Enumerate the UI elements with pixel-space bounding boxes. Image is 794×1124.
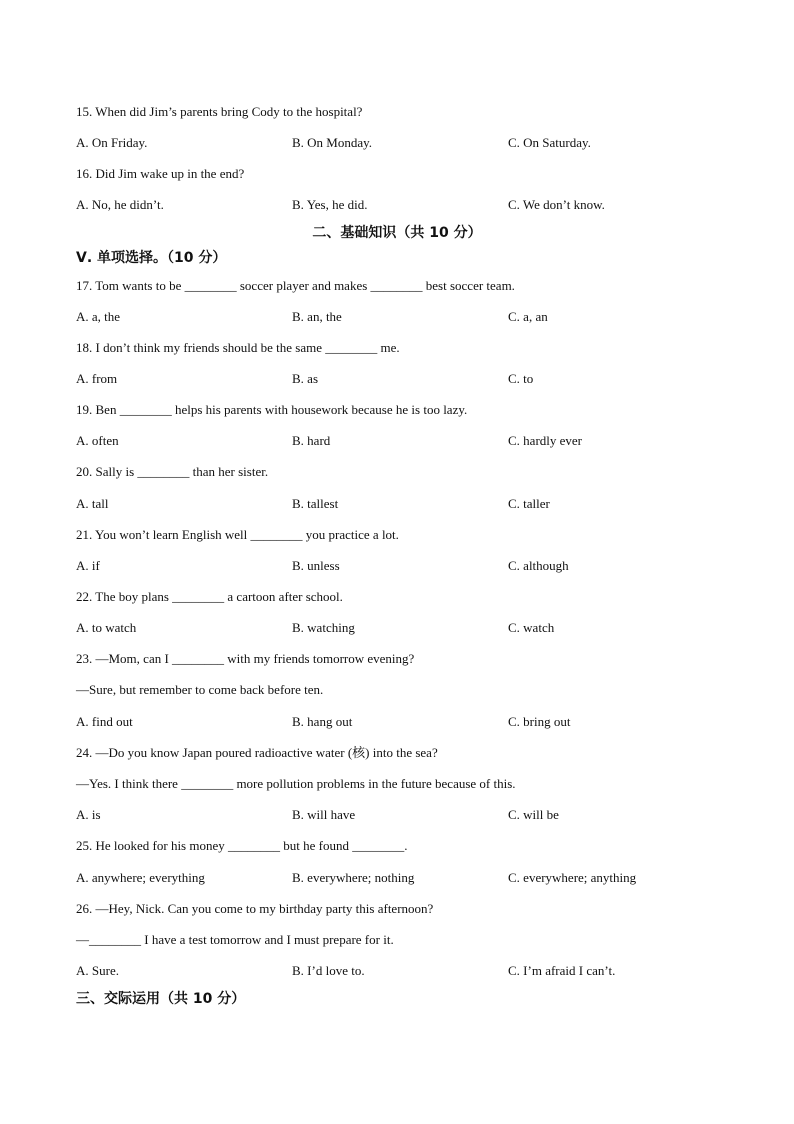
- question-21-option-c: C. although: [508, 558, 569, 573]
- question-25-option-a: A. anywhere; everything: [76, 870, 205, 885]
- question-19-option-b: B. hard: [292, 433, 331, 448]
- question-24-option-c: C. will be: [508, 807, 559, 822]
- question-23-option-c: C. bring out: [508, 714, 571, 729]
- question-25-option-c: C. everywhere; anything: [508, 870, 637, 885]
- section-5-heading: Ⅴ. 单项选择。（10 分）: [76, 250, 227, 266]
- part-3-heading: 三、交际运用（共 10 分）: [76, 991, 246, 1007]
- question-18-stem: 18. I don’t think my friends should be the same ________ me.: [76, 340, 400, 355]
- question-18-option-c: C. to: [508, 371, 534, 386]
- question-20-option-a: A. tall: [76, 496, 109, 511]
- question-23-option-b: B. hang out: [292, 714, 353, 729]
- question-19-stem: 19. Ben ________ helps his parents with housework because he is too lazy.: [76, 402, 468, 417]
- question-20-option-c: C. taller: [508, 496, 550, 511]
- question-21-option-b: B. unless: [292, 558, 340, 573]
- question-24-reply: —Yes. I think there ________ more pollution problems in the future because of this.: [76, 776, 516, 791]
- question-20-stem: 20. Sally is ________ than her sister.: [76, 464, 269, 479]
- question-24-stem: 24. —Do you know Japan poured radioactive water (核) into the sea?: [76, 745, 438, 760]
- question-26-reply: —________ I have a test tomorrow and I must prepare for it.: [76, 932, 394, 947]
- question-23-reply: —Sure, but remember to come back before ten.: [76, 682, 324, 697]
- question-17-option-a: A. a, the: [76, 309, 121, 324]
- question-25-option-b: B. everywhere; nothing: [292, 870, 415, 885]
- question-20-option-b: B. tallest: [292, 496, 339, 511]
- question-22-option-b: B. watching: [292, 620, 355, 635]
- question-26-stem: 26. —Hey, Nick. Can you come to my birthday party this afternoon?: [76, 901, 434, 916]
- question-26-option-b: B. I’d love to.: [292, 963, 365, 978]
- question-21-stem: 21. You won’t learn English well ________ you practice a lot.: [76, 527, 399, 542]
- question-18-option-a: A. from: [76, 371, 118, 386]
- question-15-stem: 15. When did Jim’s parents bring Cody to the hospital?: [76, 104, 363, 119]
- question-17-stem: 17. Tom wants to be ________ soccer player and makes ________ best soccer team.: [76, 278, 515, 293]
- question-26-option-a: A. Sure.: [76, 963, 119, 978]
- question-24-option-b: B. will have: [292, 807, 356, 822]
- question-15-option-b: B. On Monday.: [292, 135, 373, 150]
- question-22-option-c: C. watch: [508, 620, 555, 635]
- question-23-stem: 23. —Mom, can I ________ with my friends tomorrow evening?: [76, 651, 415, 666]
- question-18-option-b: B. as: [292, 371, 318, 386]
- question-21-option-a: A. if: [76, 558, 100, 573]
- question-25-stem: 25. He looked for his money ________ but he found ________.: [76, 838, 408, 853]
- question-24-option-a: A. is: [76, 807, 101, 822]
- question-22-stem: 22. The boy plans ________ a cartoon after school.: [76, 589, 343, 604]
- question-23-option-a: A. find out: [76, 714, 133, 729]
- question-26-option-c: C. I’m afraid I can’t.: [508, 963, 616, 978]
- question-15-option-c: C. On Saturday.: [508, 135, 591, 150]
- question-16-option-a: A. No, he didn’t.: [76, 197, 164, 212]
- question-19-option-a: A. often: [76, 433, 119, 448]
- question-22-option-a: A. to watch: [76, 620, 137, 635]
- question-16-option-b: B. Yes, he did.: [292, 197, 368, 212]
- part-2-heading: 二、基础知识（共 10 分）: [312, 225, 482, 241]
- question-15-option-a: A. On Friday.: [76, 135, 148, 150]
- question-19-option-c: C. hardly ever: [508, 433, 583, 448]
- question-16-option-c: C. We don’t know.: [508, 197, 605, 212]
- question-17-option-c: C. a, an: [508, 309, 548, 324]
- question-17-option-b: B. an, the: [292, 309, 342, 324]
- question-16-stem: 16. Did Jim wake up in the end?: [76, 166, 245, 181]
